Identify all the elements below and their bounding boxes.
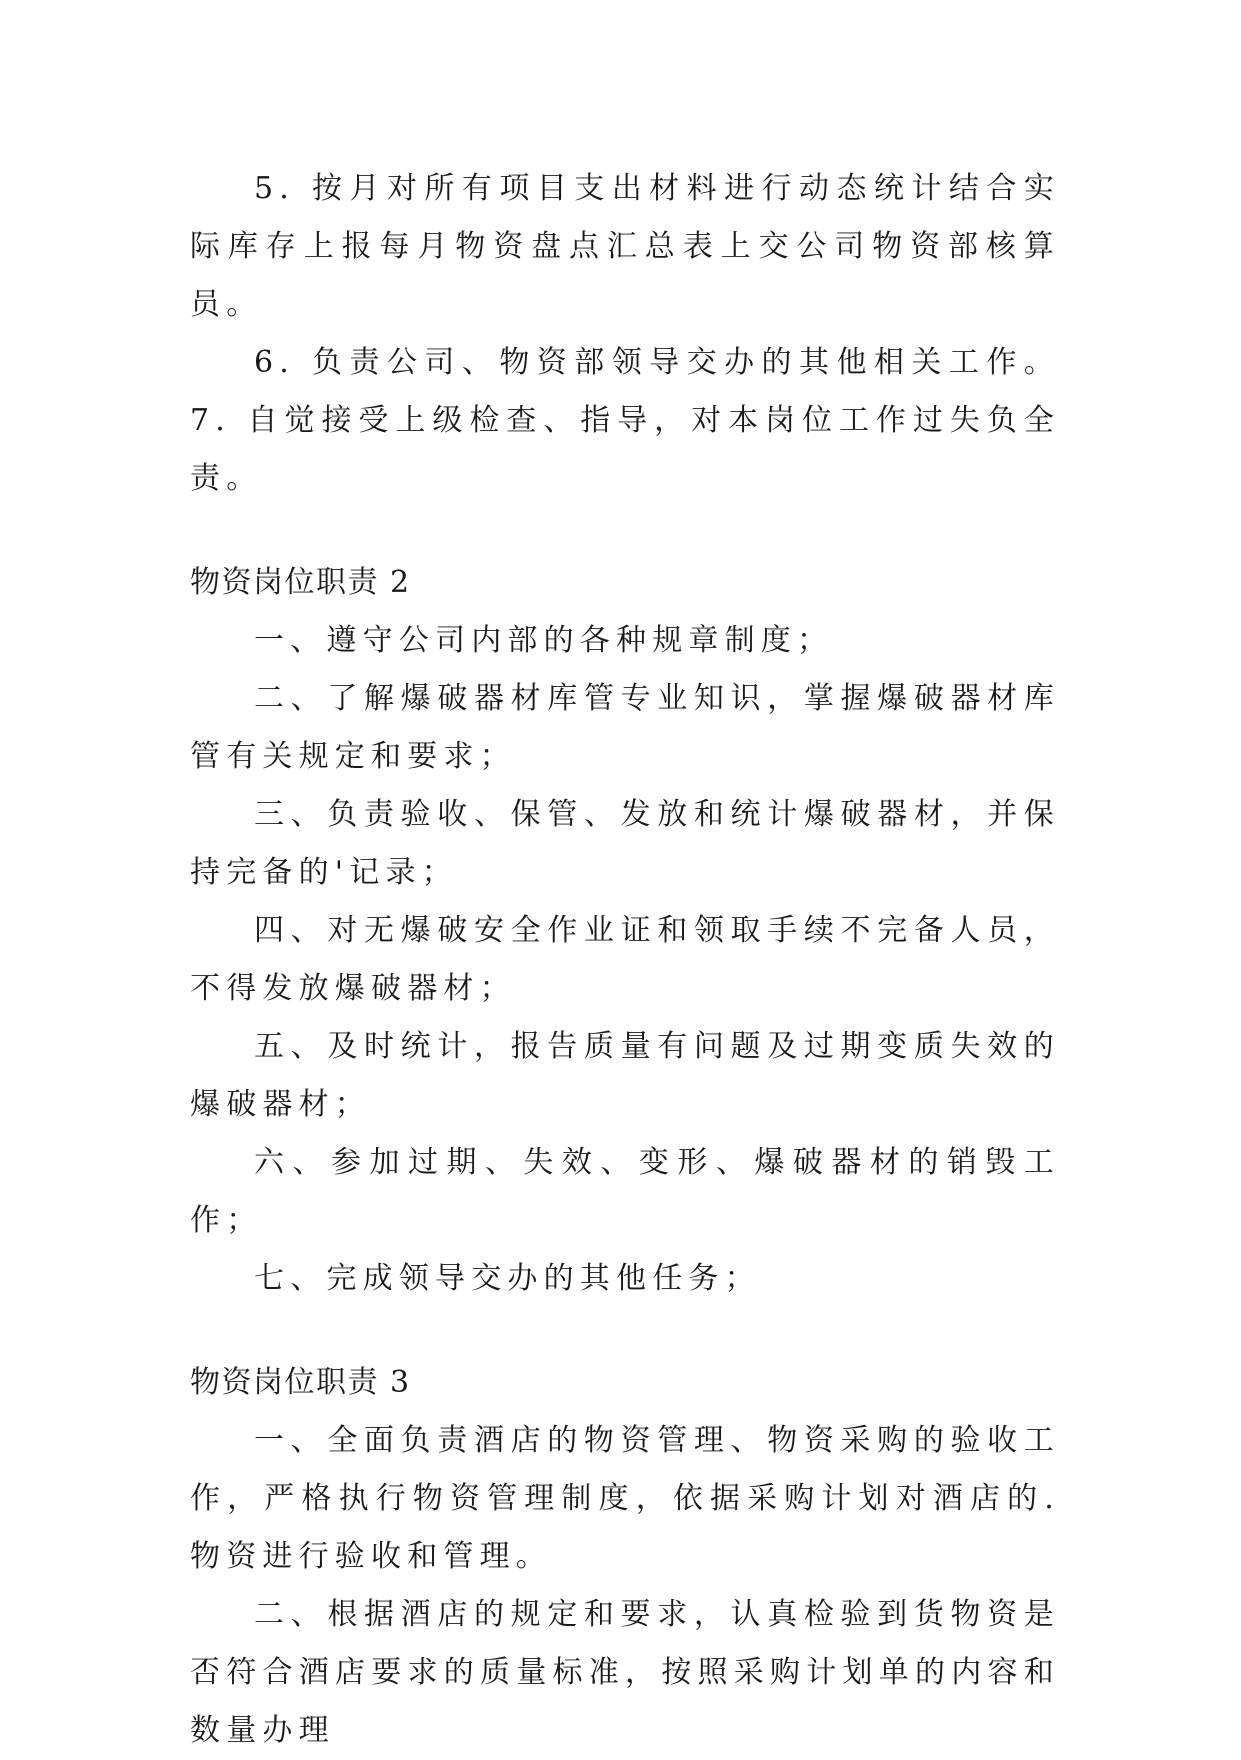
section-title: 物资岗位职责 2: [190, 565, 411, 600]
section-2: [190, 554, 1060, 1308]
paragraph: 6. 负责公司、物资部领导交办的其他相关工作。 7. 自觉接受上级检查、指导，对本岗位工作过失负全责。: [190, 345, 1060, 496]
paragraph: 六、参加过期、失效、变形、爆破器材的销毁工作；: [190, 1145, 1060, 1238]
paragraph: 五、及时统计，报告质量有问题及过期变质失效的爆破器材；: [190, 1029, 1060, 1122]
paragraph: 5. 按月对所有项目支出材料进行动态统计结合实际库存上报每月物资盘点汇总表上交公司物资部核算员。: [190, 171, 1060, 322]
section-1: [190, 160, 1060, 508]
paragraph: 四、对无爆破安全作业证和领取手续不完备人员，不得发放爆破器材；: [190, 913, 1060, 1006]
paragraph: 二、根据酒店的规定和要求，认真检验到货物资是否符合酒店要求的质量标准，按照采购计划单的内容和数量办理: [190, 1597, 1060, 1748]
document-page: [190, 160, 1060, 1760]
paragraph: 一、全面负责酒店的物资管理、物资采购的验收工作，严格执行物资管理制度，依据采购计划对酒店的.物资进行验收和管理。: [190, 1423, 1060, 1574]
paragraph: 七、完成领导交办的其他任务；: [254, 1261, 761, 1296]
paragraph: 三、负责验收、保管、发放和统计爆破器材，并保持完备的'记录；: [190, 797, 1060, 890]
paragraph: 一、遵守公司内部的各种规章制度；: [254, 623, 834, 658]
section-3: [190, 1354, 1060, 1760]
paragraph: 二、了解爆破器材库管专业知识，掌握爆破器材库管有关规定和要求；: [190, 681, 1060, 774]
section-title: 物资岗位职责 3: [190, 1365, 411, 1400]
